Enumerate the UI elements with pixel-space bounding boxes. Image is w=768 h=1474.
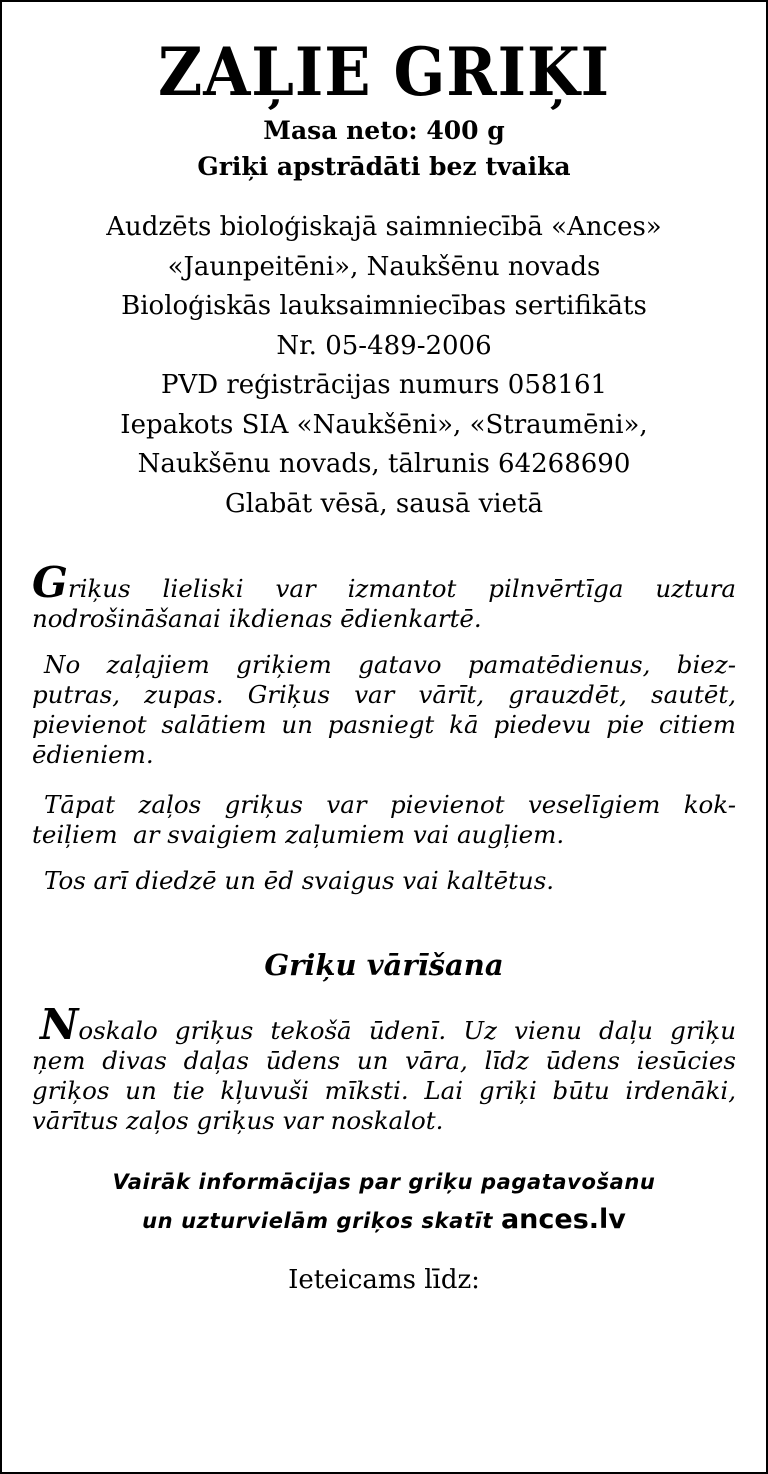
usage-text: Tos arī diedzē un ēd svaigus vai kaltētus.	[44, 866, 555, 895]
more-info	[2, 1164, 766, 1240]
website-link[interactable]: ances.lv	[500, 1204, 626, 1235]
usage-text: No zaļajiem griķiem gatavo pamatēdienus, biez-	[44, 650, 736, 679]
dropcap-n: N	[40, 1000, 79, 1049]
usage-paragraph-3	[32, 790, 736, 850]
producer-info	[2, 208, 766, 524]
usage-paragraph-4	[32, 866, 736, 896]
more-info-line-2: un uzturvielām griķos skatīt	[142, 1209, 494, 1233]
producer-info-line: «Jaunpeitēni», Naukšēnu novads	[167, 251, 601, 282]
usage-text: riķus lieliski var izmantot pilnvērtīga uztura	[67, 574, 736, 603]
producer-info-line: Audzēts bioloģiskajā saimniecībā «Ances»	[106, 212, 662, 242]
producer-info-line: Bioloģiskās lauksaimniecības sertifikāts	[121, 291, 647, 321]
producer-info-line: Glabāt vēsā, sausā vietā	[225, 488, 543, 519]
dropcap-g: G	[32, 558, 68, 607]
producer-info-line: Nr. 05-489-2006	[276, 330, 492, 361]
more-info-line-1: Vairāk informācijas par griķu pagatavošanu	[112, 1170, 656, 1194]
usage-paragraph-1	[32, 558, 736, 634]
usage-text: Tāpat zaļos griķus var pievienot veselīgiem kok-	[44, 790, 736, 819]
cooking-paragraph	[32, 1000, 736, 1136]
producer-info-line: Iepakots SIA «Naukšēni», «Straumēni»,	[120, 409, 648, 440]
product-title: ZAĻIE GRIĶI	[158, 33, 610, 111]
processing-note: Griķi apstrādāti bez tvaika	[197, 152, 571, 181]
cooking-text: vārītus zaļos griķus var noskalot.	[32, 1106, 444, 1135]
cooking-text: ņem divas daļas ūdens un vāra, līdz ūdens iesūcies	[32, 1046, 736, 1075]
usage-text: ēdieniem.	[32, 740, 154, 769]
producer-info-line: Naukšēnu novads, tālrunis 64268690	[137, 449, 631, 479]
usage-paragraph-2	[32, 650, 736, 770]
best-before-label: Ieteicams līdz:	[288, 1265, 480, 1295]
usage-text: nodrošināšanai ikdienas ēdienkartē.	[32, 604, 482, 633]
net-mass: Masa neto: 400 g	[263, 116, 505, 145]
usage-text: putras, zupas. Griķus var vārīt, grauzdēt, sautēt,	[32, 680, 736, 709]
usage-text: pievienot salātiem un pasniegt kā piedevu pie citiem	[32, 710, 736, 739]
producer-info-line: PVD reģistrācijas numurs 058161	[160, 370, 608, 400]
cooking-title: Griķu vārīšana	[264, 948, 504, 982]
cooking-text: griķos un tie kļuvuši mīksti. Lai griķi būtu irdenāki,	[32, 1076, 736, 1105]
cooking-text: oskalo griķus tekošā ūdenī. Uz vienu daļu griķu	[78, 1016, 736, 1045]
usage-text: teiļiem ar svaigiem zaļumiem vai augļiem.	[32, 820, 565, 849]
